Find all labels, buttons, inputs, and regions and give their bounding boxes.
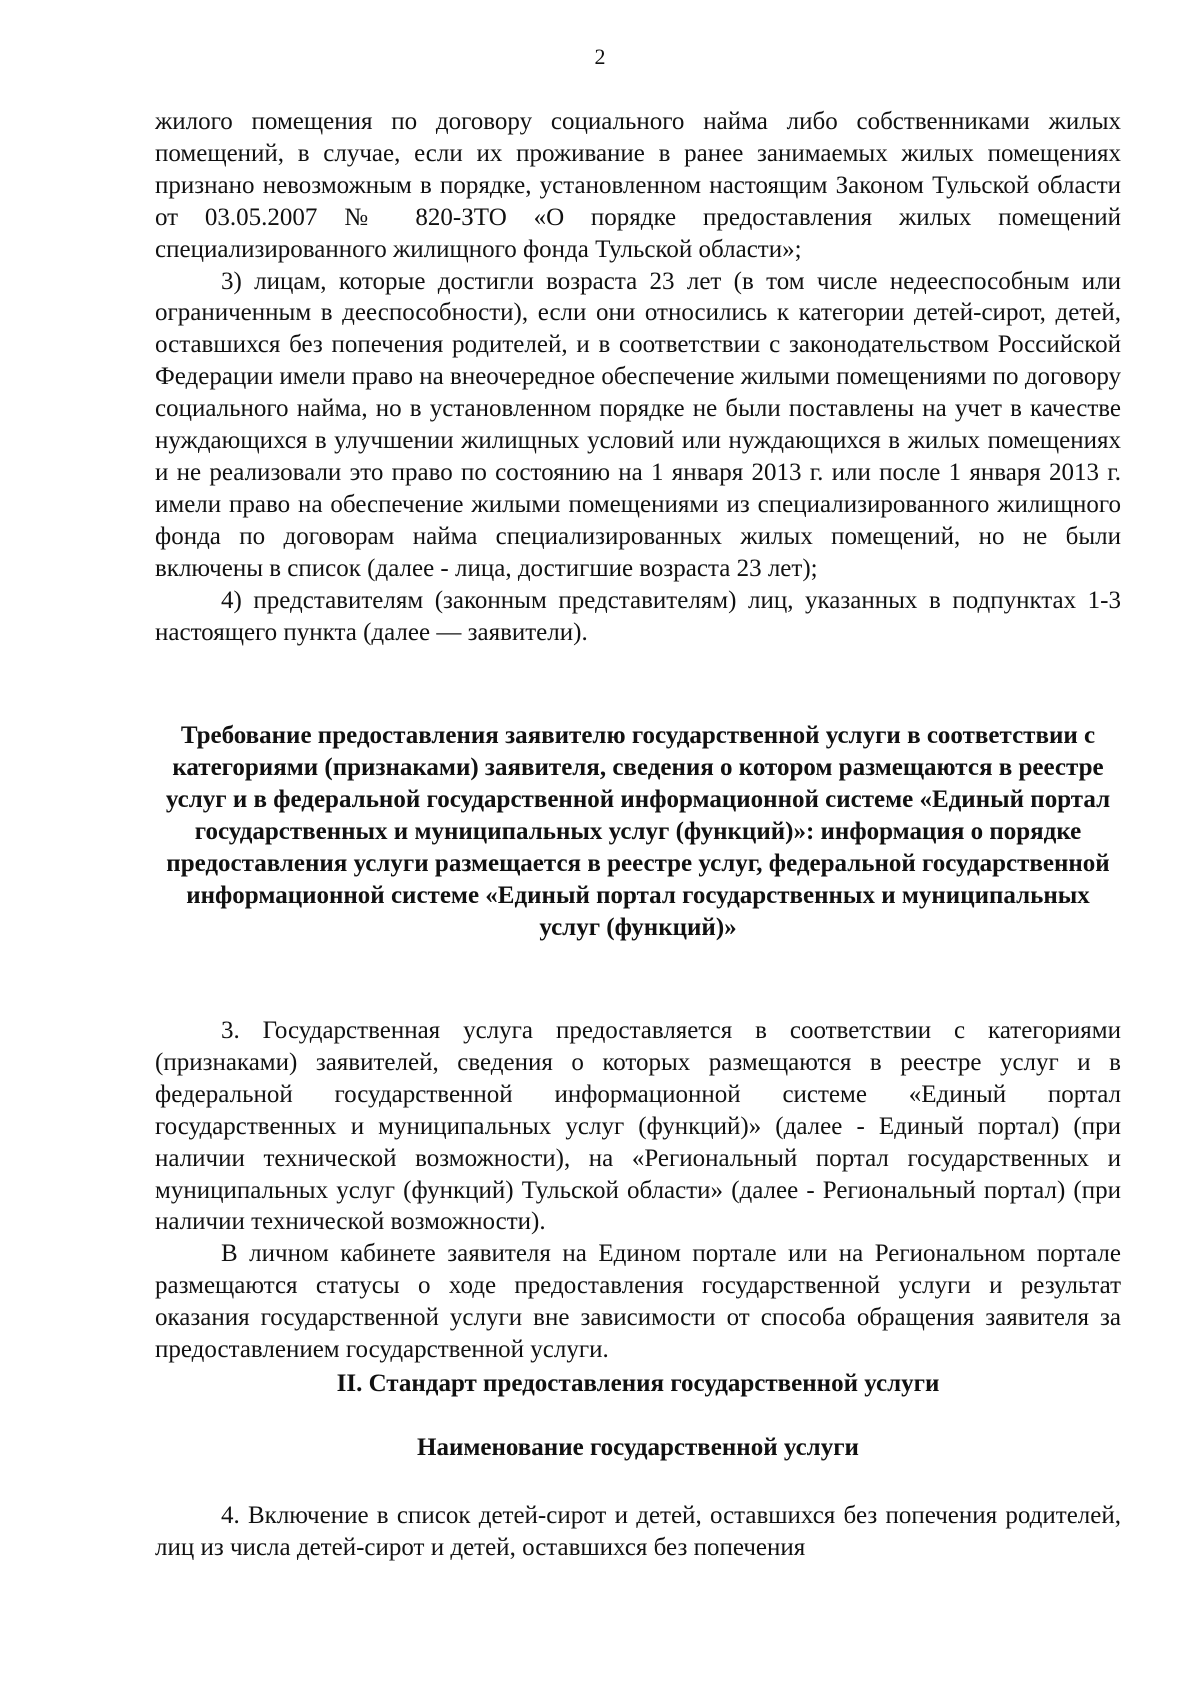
paragraph-clause-4: 4. Включение в список детей-сирот и детей, оставшихся без попечения родителей, лиц из числа детей-сирот и детей, оставшихся без попечения: [155, 1502, 1121, 1561]
heading-section-ii: II. Стандарт предоставления государственной услуги: [336, 1370, 940, 1397]
paragraph-continuation: жилого помещения по договору социального найма либо собственниками жилых помещений, в случае, если их проживание в ранее занимаемых жилых помещениях признано невозможным в порядке, установленном настоящим Законом Тульской области от 03.05.2007 № 820-ЗТО «О порядке предоставления жилых помещений специализированного жилищного фонда Тульской области»;: [155, 108, 1121, 263]
heading-requirement: Требование предоставления заявителю государственной услуги в соответствии с категориями (признаками) заявителя, сведения о котором размещаются в реестре услуг и в федеральной государственной информационной системе «Единый портал государственных и муниципальных услуг (функций)»: информация о порядке предоставления услуги размещается в реестре услуг, федеральной государственной информационной системе «Единый портал государственных и муниципальных услуг (функций)»: [165, 722, 1111, 941]
top-text-block: [155, 106, 1121, 648]
paragraph-clause-3: 3. Государственная услуга предоставляется в соответствии с категориями (признаками) заявителей, сведения о которых размещаются в реестре услуг и в федеральной государственной информационной системе «Единый портал государственных и муниципальных услуг (функций)» (далее - Единый портал) (при наличии технической возможности), на «Региональный портал государственных и муниципальных услуг (функций) Тульской области» (далее - Региональный портал) (при наличии технической возможности).: [155, 1017, 1121, 1236]
paragraph-item-4: 4) представителям (законным представителям) лиц, указанных в подпунктах 1-3 настоящего пункта (далее — заявители).: [155, 586, 1121, 646]
bottom-text-block: [155, 1500, 1121, 1564]
paragraph-item-3: 3) лицам, которые достигли возраста 23 лет (в том числе недееспособным или ограниченным в дееспособности), если они относились к категории детей-сирот, детей, оставшихся без попечения родителей, и в соответствии с законодательством Российской Федерации имели право на внеочередное обеспечение жилыми помещениями по договору социального найма, но в установленном порядке не были поставлены на учет в качестве нуждающихся в улучшении жилищных условий или нуждающихся в жилых помещениях и не реализовали это право по состоянию на 1 января 2013 г. или после 1 января 2013 г. имели право на обеспечение жилыми помещениями из специализированного жилищного фонда по договорам найма специализированных жилых помещений, но не были включены в список (далее - лица, достигшие возраста 23 лет);: [155, 267, 1121, 582]
heading-service-name: Наименование государственной услуги: [417, 1434, 859, 1461]
middle-text-block: [155, 1015, 1121, 1366]
page-number: 2: [594, 44, 606, 69]
paragraph-personal-cabinet: В личном кабинете заявителя на Едином портале или на Региональном портале размещаются статусы о ходе предоставления государственной услуги и результат оказания государственной услуги вне зависимости от способа обращения заявителя за предоставлением государственной услуги.: [155, 1240, 1121, 1364]
